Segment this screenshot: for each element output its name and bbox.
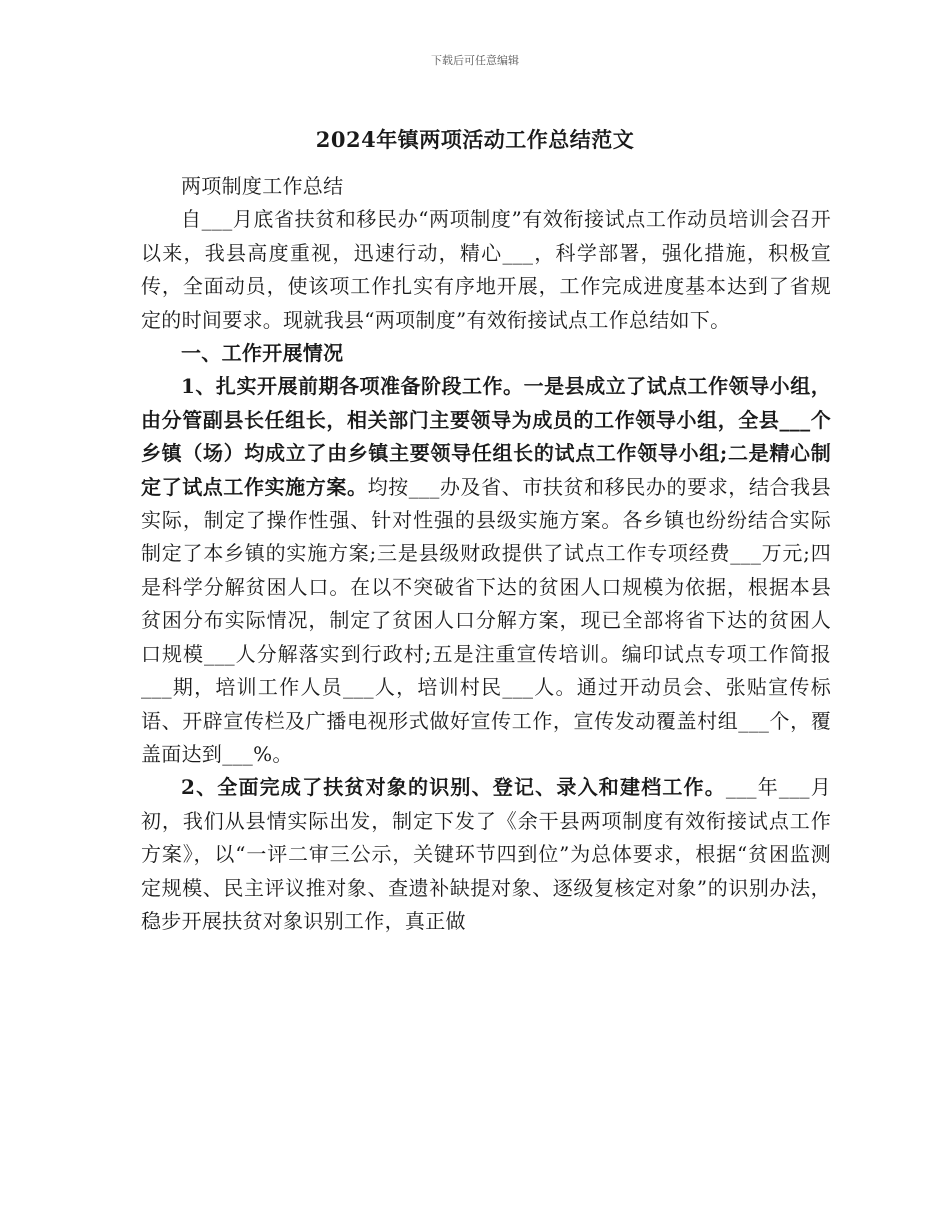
document-body xyxy=(141,170,831,938)
document-subtitle: 两项制度工作总结 xyxy=(181,174,344,198)
document-title: 2024年镇两项活动工作总结范文 xyxy=(315,127,635,152)
section-heading: 一、工作开展情况 xyxy=(181,341,344,366)
item-1-lead: 1、扎实开展前期各项准备阶段工作。一是县成立了试点工作领导小组，由分管副县长任组长，相关部门主要领导为成员的工作领导小组，全县___个乡镇（场）均成立了由乡镇主要领导任组长的试点工作领导小组;二是精心制定了试点工作实施方案。 xyxy=(141,374,831,499)
item-1-text: 均按___办及省、市扶贫和移民办的要求，结合我县实际，制定了操作性强、针对性强的县级实施方案。各乡镇也纷纷结合实际制定了本乡镇的实施方案;三是县级财政提供了试点工作专项经费___万元;四是科学分解贫困人口。在以不突破省下达的贫困人口规模为依据，根据本县贫困分布实际情况，制定了贫困人口分解方案，现已全部将省下达的贫困人口规模___人分解落实到行政村;五是注重宣传培训。编印试点专项工作简报___期，培训工作人员___人，培训村民___人。通过开动员会、张贴宣传标语、开辟宣传栏及广播电视形式做好宣传工作，宣传发动覆盖村组___个，覆盖面达到___%。 xyxy=(141,474,831,766)
item-1-paragraph xyxy=(141,370,831,771)
page-header-note: 下载后可任意编辑 xyxy=(431,54,519,67)
intro-paragraph: 自___月底省扶贫和移民办“两项制度”有效衔接试点工作动员培训会召开以来，我县高度重视，迅速行动，精心___，科学部署，强化措施，积极宣传，全面动员，使该项工作扎实有序地开展，工作完成进度基本达到了省规定的时间要求。现就我县“两项制度”有效衔接试点工作总结如下。 xyxy=(141,207,831,332)
item-2-paragraph xyxy=(141,771,831,938)
item-2-lead: 2、全面完成了扶贫对象的识别、登记、录入和建档工作。 xyxy=(181,775,726,800)
item-2-text: ___年___月初，我们从县情实际出发，制定下发了《余干县两项制度有效衔接试点工作方案》，以“一评二审三公示，关键环节四到位”为总体要求，根据“贫困监测定规模、民主评议推对象、查遗补缺提对象、逐级复核定对象”的识别办法，稳步开展扶贫对象识别工作，真正做 xyxy=(141,775,831,933)
